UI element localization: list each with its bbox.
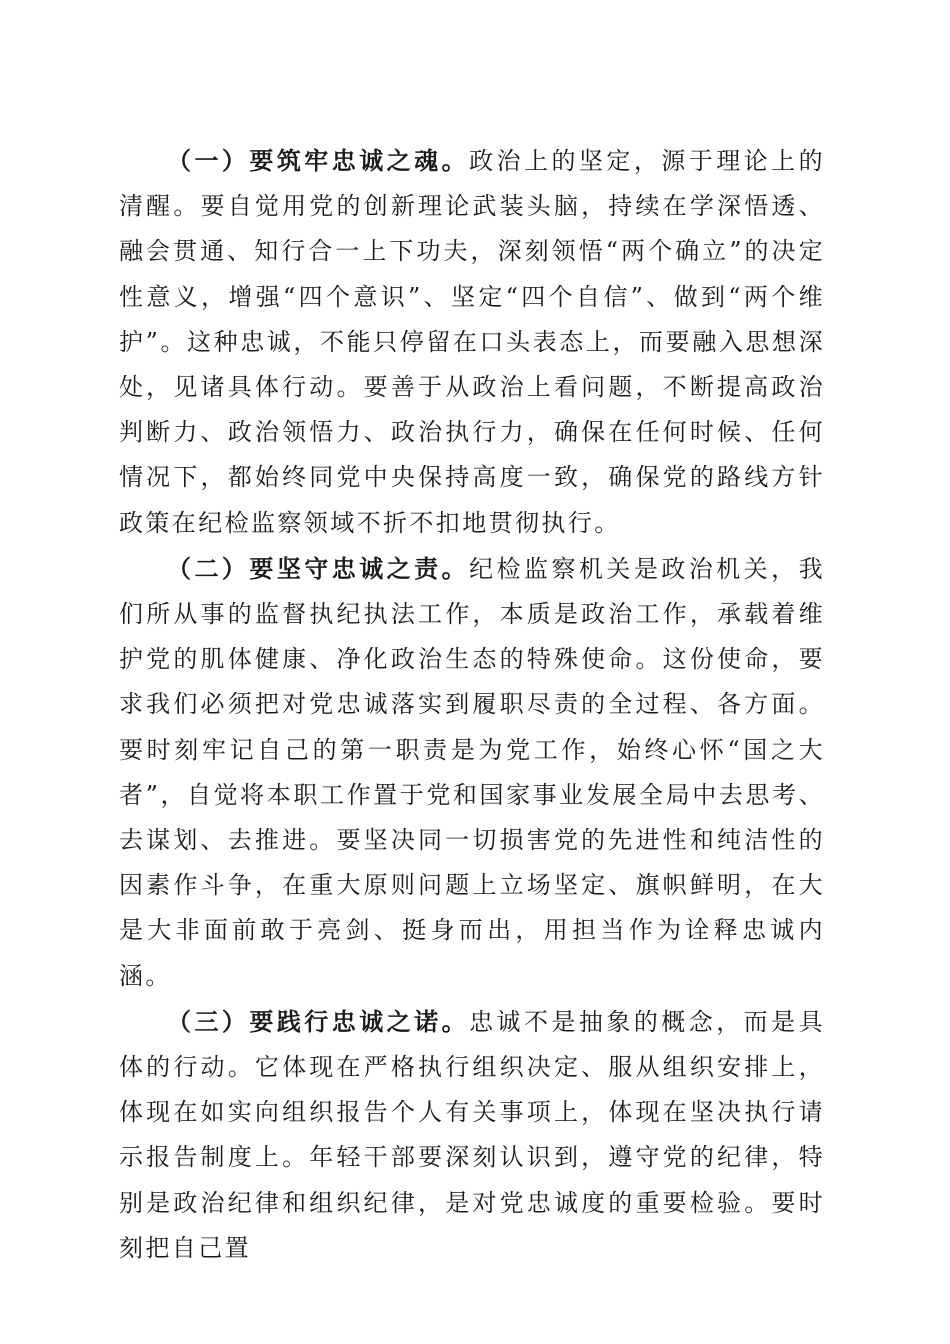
paragraph-2-heading: （二）要坚守忠诚之责。 [167,553,470,583]
paragraph-3 [119,999,825,1271]
paragraph-1-text: 政治上的坚定，源于理论上的清醒。要自觉用党的创新理论武装头脑，持续在学深悟透、融会贯通、知行合一上下功夫，深刻领悟“两个确立”的决定性意义，增强“四个意识”、坚定“四个自信”、做到“两个维护”。这种忠诚，不能只停留在口头表态上，而要融入思想深处，见诸具体行动。要善于从政治上看问题，不断提高政治判断力、政治领悟力、政治执行力，确保在任何时候、任何情况下，都始终同党中央保持高度一致，确保党的路线方针政策在纪检监察领域不折不扣地贯彻执行。 [119,147,826,537]
paragraph-3-heading: （三）要践行忠诚之诺。 [167,1006,470,1036]
paragraph-3-text: 忠诚不是抽象的概念，而是具体的行动。它体现在严格执行组织决定、服从组织安排上，体现在如实向组织报告个人有关事项上，体现在坚决执行请示报告制度上。年轻干部要深刻认识到，遵守党的纪律，特别是政治纪律和组织纪律，是对党忠诚度的重要检验。要时刻把自己置 [119,1007,826,1262]
paragraph-1 [119,138,825,546]
document-body [119,138,825,1271]
paragraph-2-text: 纪检监察机关是政治机关，我们所从事的监督执纪执法工作，本质是政治工作，承载着维护党的肌体健康、净化政治生态的特殊使命。这份使命，要求我们必须把对党忠诚落实到履职尽责的全过程、各方面。要时刻牢记自己的第一职责是为党工作，始终心怀“国之大者”，自觉将本职工作置于党和国家事业发展全局中去思考、去谋划、去推进。要坚决同一切损害党的先进性和纯洁性的因素作斗争，在重大原则问题上立场坚定、旗帜鲜明，在大是大非面前敢于亮剑、挺身而出，用担当作为诠释忠诚内涵。 [119,554,826,990]
paragraph-2 [119,546,825,999]
paragraph-1-heading: （一）要筑牢忠诚之魂。 [167,146,470,175]
